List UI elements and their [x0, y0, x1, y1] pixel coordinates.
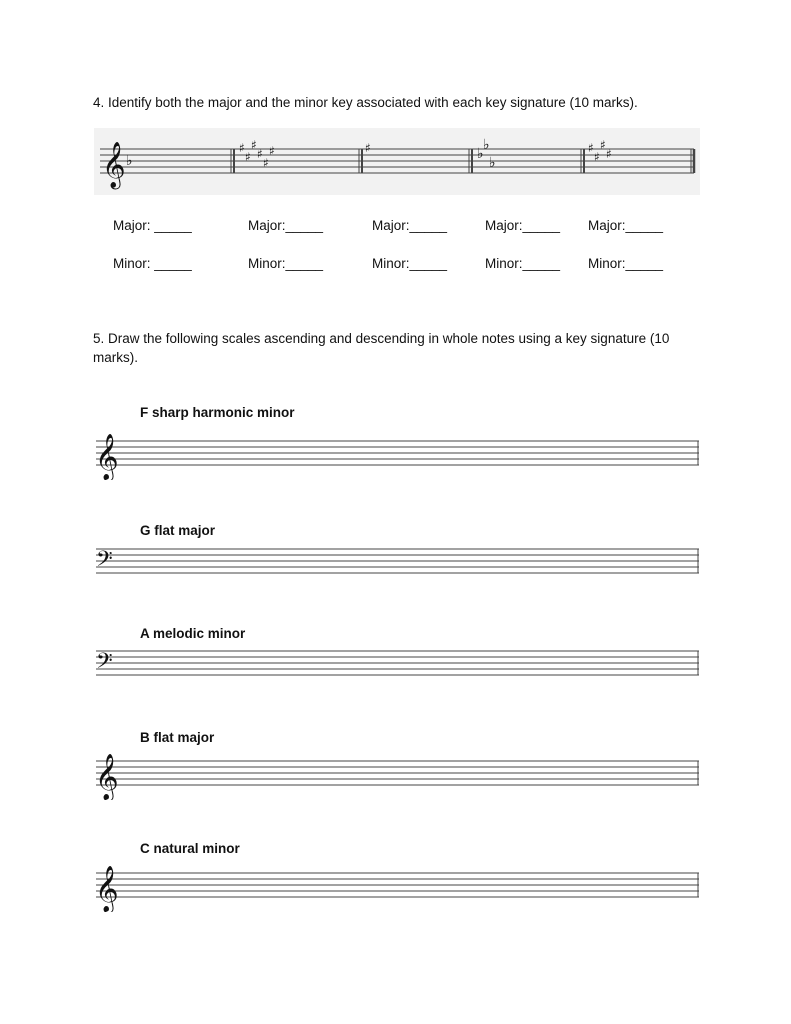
question-4-text: 4. Identify both the major and the minor key associated with each key signature (10 marks). — [93, 95, 638, 110]
sharp-icon: ♯ — [588, 141, 594, 155]
treble-clef-icon: 𝄞 — [95, 754, 119, 800]
key-signature-one-sharp — [365, 141, 371, 155]
scale-staff-3[interactable] — [94, 644, 700, 684]
major-answer-4[interactable]: Major:_____ — [485, 218, 561, 233]
sharp-icon: ♯ — [251, 138, 257, 152]
minor-answer-4[interactable]: Minor:_____ — [485, 256, 561, 271]
key-signature-one-flat — [126, 153, 133, 169]
scale-title-5: C natural minor — [140, 841, 240, 856]
major-answer-5[interactable]: Major:_____ — [588, 218, 664, 233]
sharp-icon: ♯ — [239, 141, 245, 155]
minor-answer-2[interactable]: Minor:_____ — [248, 256, 324, 271]
scale-title-1: F sharp harmonic minor — [140, 405, 295, 420]
key-signature-six-sharps — [239, 138, 275, 170]
scale-title-3: A melodic minor — [140, 626, 246, 641]
sharp-icon: ♯ — [606, 147, 612, 161]
scale-staff-4[interactable] — [94, 744, 700, 800]
sharp-icon: ♯ — [257, 147, 263, 161]
sharp-icon: ♯ — [600, 138, 606, 152]
major-answer-1[interactable]: Major: _____ — [113, 218, 192, 233]
minor-answer-3[interactable]: Minor:_____ — [372, 256, 448, 271]
key-signature-four-sharps — [588, 138, 612, 164]
treble-clef-icon: 𝄞 — [95, 434, 119, 480]
major-answer-2[interactable]: Major:_____ — [248, 218, 324, 233]
flat-icon: ♭ — [489, 155, 496, 171]
treble-clef-icon: 𝄞 — [102, 142, 126, 188]
flat-icon: ♭ — [477, 146, 484, 162]
key-signature-three-flats — [477, 137, 496, 171]
sharp-icon: ♯ — [263, 156, 269, 170]
major-answer-3[interactable]: Major:_____ — [372, 218, 448, 233]
sharp-icon: ♯ — [594, 150, 600, 164]
scale-title-4: B flat major — [140, 730, 215, 745]
bass-clef-icon: 𝄢 — [96, 649, 113, 679]
treble-clef-icon: 𝄞 — [95, 866, 119, 912]
flat-icon: ♭ — [483, 137, 490, 153]
flat-icon: ♭ — [126, 153, 133, 169]
bass-clef-icon: 𝄢 — [96, 547, 113, 577]
sharp-icon: ♯ — [269, 144, 275, 158]
scale-staff-2[interactable] — [94, 542, 700, 582]
sharp-icon: ♯ — [245, 150, 251, 164]
sharp-icon: ♯ — [365, 141, 371, 155]
minor-answer-1[interactable]: Minor: _____ — [113, 256, 192, 271]
staff-lines — [100, 149, 694, 173]
scale-title-2: G flat major — [140, 523, 216, 538]
question-5-text: 5. Draw the following scales ascending and descending in whole notes using a key signature (10 marks). — [93, 331, 670, 365]
key-signature-staff — [94, 128, 700, 195]
minor-answer-5[interactable]: Minor:_____ — [588, 256, 664, 271]
scale-staff-1[interactable] — [94, 424, 700, 480]
scale-staff-5[interactable] — [94, 856, 700, 912]
